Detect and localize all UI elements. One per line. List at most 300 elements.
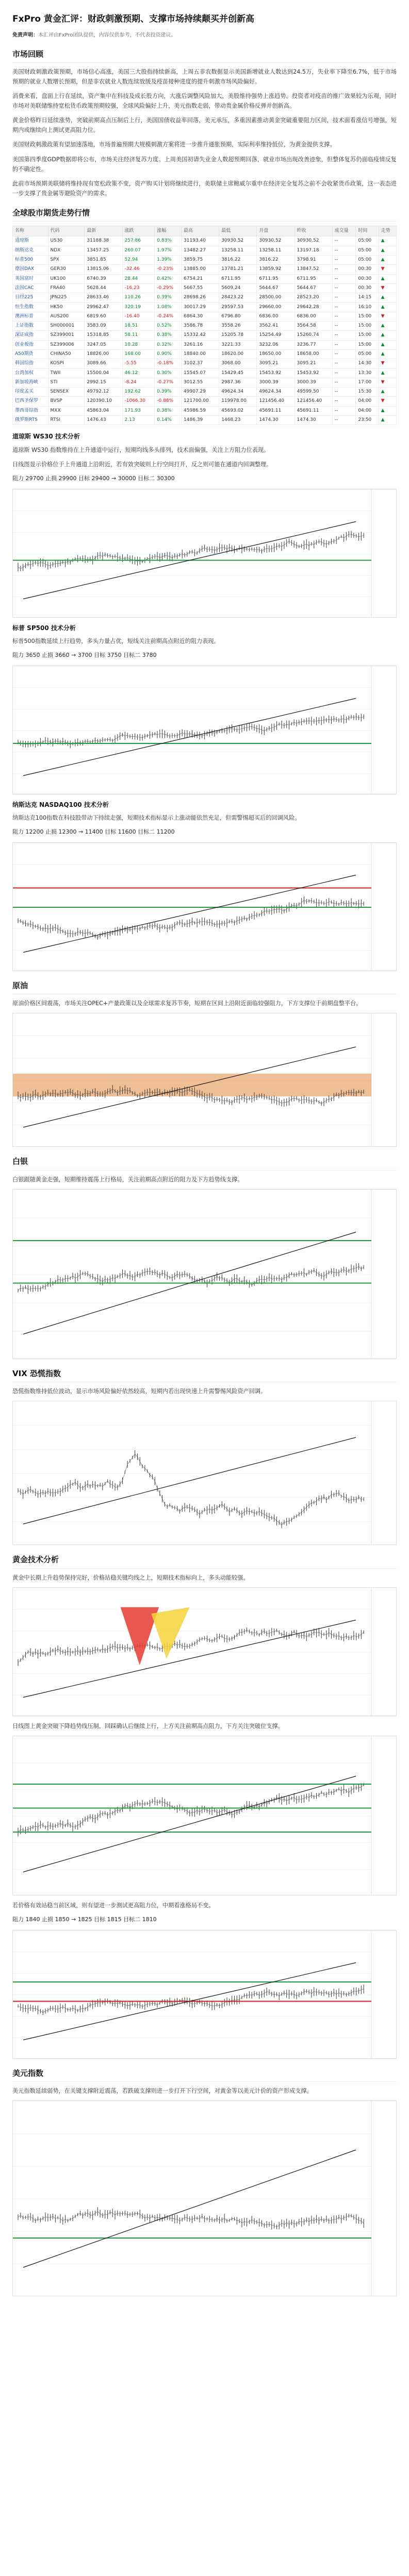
table-cell: -- [332, 256, 356, 265]
table-cell: 6711.95 [295, 274, 332, 283]
table-cell: 恒生指数 [13, 302, 48, 312]
section-vix: VIX 恐慌指数 [12, 1367, 397, 1383]
table-cell: 3089.66 [85, 359, 122, 368]
trend-up-icon: ▲ [379, 321, 396, 331]
table-cell: 15260.74 [295, 331, 332, 340]
vix-chart [12, 1401, 397, 1545]
gold-daily-chart [12, 1736, 397, 1895]
table-row[interactable] [13, 293, 397, 302]
table-cell: STI [48, 378, 85, 387]
table-cell: 18650.00 [257, 350, 295, 359]
table-header: 涨幅 [155, 226, 182, 236]
table-cell: CHINA50 [48, 350, 85, 359]
table-cell: -- [332, 274, 356, 283]
table-cell: 52.94 [122, 256, 155, 265]
paragraph: 原油价格区间震荡，市场关注OPEC+产量政策以及全球需求复苏节奏，短期在区间上沿附近面临较强阻力，下方支撑位于前期盘整平台。 [12, 1000, 362, 1007]
table-cell: 深证成指 [13, 331, 48, 340]
table-cell: 印度孟买 [13, 387, 48, 397]
table-cell: 6819.60 [85, 312, 122, 321]
table-cell: 3816.22 [219, 256, 257, 265]
table-cell: 13258.11 [257, 246, 295, 255]
section-spx: 标普 SP500 技术分析 [12, 624, 76, 632]
table-cell: NDX [48, 246, 85, 255]
table-row[interactable] [13, 331, 397, 340]
paragraph: 道琼斯 WS30 指数维持在上升通道中运行，短期均线多头排列，技术面偏强，关注上方阻力位表现。 [12, 446, 270, 453]
paragraph: 美元指数延续弱势，在关键支撑附近震荡，若跌破支撑则进一步打开下行空间，对黄金等以美元计价的资产形成支撑。 [12, 2088, 313, 2095]
table-cell: 3859.75 [182, 256, 219, 265]
table-cell: 1468.23 [219, 416, 257, 425]
table-cell: 13:30 [356, 368, 379, 378]
paragraph: 若价格有效站稳当前区域，则有望进一步测试更高阻力位，中期看涨格局不变。 [12, 1902, 215, 1909]
table-cell: SZ399006 [48, 340, 85, 349]
table-cell: 04:00 [356, 397, 379, 406]
table-cell: 13482.27 [182, 246, 219, 255]
table-cell: 0.39% [155, 387, 182, 397]
table-cell: 3221.33 [219, 340, 257, 349]
table-cell: 28.44 [122, 274, 155, 283]
table-cell: 5667.55 [182, 283, 219, 293]
table-cell: 0.38% [155, 406, 182, 415]
table-cell: 6711.95 [219, 274, 257, 283]
table-cell: JPN225 [48, 293, 85, 302]
table-header: 时间 [356, 226, 379, 236]
table-cell: 49907.29 [182, 387, 219, 397]
table-cell: 05:00 [356, 246, 379, 255]
table-cell: 15:00 [356, 312, 379, 321]
table-cell: 28423.22 [219, 293, 257, 302]
table-cell: -0.88% [155, 397, 182, 406]
trend-up-icon: ▲ [379, 293, 396, 302]
table-row[interactable] [13, 378, 397, 387]
table-header: 成交量 [332, 226, 356, 236]
table-cell: 15545.07 [182, 368, 219, 378]
table-row[interactable] [13, 236, 397, 246]
paragraph: 白银跟随黄金走强，短期维持震荡上行格局，关注前期高点附近的阻力及下方趋势线支撑。 [12, 1176, 243, 1183]
table-cell: 121700.00 [182, 397, 219, 406]
table-header: 走势 [379, 226, 396, 236]
table-cell: A50期货 [13, 350, 48, 359]
table-cell: 2992.15 [85, 378, 122, 387]
table-header: 最新 [85, 226, 122, 236]
table-cell: 15318.85 [85, 331, 122, 340]
table-header: 开盘 [257, 226, 295, 236]
paragraph: 消费来看，盘面上行在延续，资产集中在科技及成长股方向，大涨后调整风险加大，美股维持强势上涨趋势。投资者对疫苗的推广效果较为乐观，同时市场对美联储维持宽松货币政策预期较强，全球风险偏好上升，美元指数走弱，带动贵金属价格反弹并创新高。 [12, 93, 397, 110]
trend-up-icon: ▲ [379, 387, 396, 397]
table-cell: 道琼斯 [13, 236, 48, 246]
table-cell: RTSI [48, 416, 85, 425]
table-cell: 0.32% [155, 340, 182, 349]
table-cell: 14:15 [356, 293, 379, 302]
table-cell: 澳洲标普 [13, 312, 48, 321]
table-row[interactable] [13, 312, 397, 321]
table-cell: 30930.52 [295, 236, 332, 246]
table-row[interactable] [13, 302, 397, 312]
table-cell: 1486.39 [182, 416, 219, 425]
table-cell: 0.30% [155, 368, 182, 378]
table-row[interactable] [13, 274, 397, 283]
table-cell: 台湾加权 [13, 368, 48, 378]
table-header: 最高 [182, 226, 219, 236]
table-cell: -16.40 [122, 312, 155, 321]
trade-levels-spx: 阻力 3650 止损 3660 → 3700 目标 3750 目标二 3780 [12, 651, 157, 658]
table-cell: 15453.92 [295, 368, 332, 378]
table-row[interactable] [13, 321, 397, 331]
table-cell: 13847.52 [295, 265, 332, 274]
table-cell: -- [332, 293, 356, 302]
table-cell: 29660.00 [257, 302, 295, 312]
table-cell: 29597.53 [219, 302, 257, 312]
paragraph: 美国财政刺激政策预期，市场信心高涨，美国三大股指持续新高，上周五非农数据显示美国新增就业人数达到24.5万，失业率下降至6.7%，低于市场预期的就业人数增长预期，但是非农就业人数连续放缓及疫苗接种进度的提升刺激市场风险偏好。 [12, 69, 397, 86]
table-cell: 3558.26 [219, 321, 257, 331]
table-cell: 0.52% [155, 321, 182, 331]
table-cell: -- [332, 340, 356, 349]
table-cell: 00:30 [356, 274, 379, 283]
table-cell: AUS200 [48, 312, 85, 321]
table-cell: UK100 [48, 274, 85, 283]
trend-up-icon: ▲ [379, 274, 396, 283]
table-cell: US30 [48, 236, 85, 246]
table-cell: 18840.00 [182, 350, 219, 359]
table-row[interactable] [13, 387, 397, 397]
table-cell: 13258.11 [219, 246, 257, 255]
table-cell: 上证指数 [13, 321, 48, 331]
table-cell: -32.46 [122, 265, 155, 274]
table-cell: 23:50 [356, 416, 379, 425]
table-cell: 3583.09 [85, 321, 122, 331]
table-header: 涨跌 [122, 226, 155, 236]
table-cell: 1474.30 [295, 416, 332, 425]
table-cell: 15:00 [356, 340, 379, 349]
trade-levels-ndx: 阻力 12200 止损 12300 → 11400 目标 11600 目标二 11200 [12, 828, 175, 836]
table-cell: 法国CAC [13, 283, 48, 293]
table-cell: 德国DAX [13, 265, 48, 274]
table-cell: 3798.91 [295, 256, 332, 265]
table-cell: 纳斯达克 [13, 246, 48, 255]
spx-chart [12, 666, 397, 794]
table-cell: 5628.44 [85, 283, 122, 293]
trend-up-icon: ▲ [379, 368, 396, 378]
table-cell: 121456.40 [257, 397, 295, 406]
table-cell: SH000001 [48, 321, 85, 331]
table-row[interactable] [13, 283, 397, 293]
trend-up-icon: ▲ [379, 256, 396, 265]
paragraph: 此前市场预期美联储将维持现有宽松政策不变，资产购买计划将继续进行，美联储主席鲍威尔重申在经济完全复苏之前不会收紧货币政策，这一表态进一步支撑了贵金属等避险资产的需求。 [12, 180, 397, 197]
table-cell: 5644.67 [295, 283, 332, 293]
table-cell: 1.39% [155, 256, 182, 265]
paragraph: 纳斯达克100指数在科技股带动下持续走强，短期技术指标显示上涨动能依然充足，但需警惕超买后的回调风险。 [12, 815, 301, 822]
trend-down-icon: ▼ [379, 359, 396, 368]
table-cell: 13197.18 [295, 246, 332, 255]
table-cell: -- [332, 368, 356, 378]
silver-chart [12, 1189, 397, 1359]
table-cell: 17:00 [356, 378, 379, 387]
table-cell: 45691.11 [295, 406, 332, 415]
table-cell: -0.23% [155, 265, 182, 274]
gold-weekly-chart [12, 1587, 397, 1716]
table-cell: 俄罗斯RTS [13, 416, 48, 425]
trend-down-icon: ▼ [379, 397, 396, 406]
table-cell: 05:00 [356, 256, 379, 265]
table-cell: SZ399001 [48, 331, 85, 340]
trade-levels-dow: 阻力 29700 止损 29900 目标 29400 → 30000 目标二 30300 [12, 474, 175, 482]
paragraph: 标普500指数延续上行趋势，多头力量占优，短线关注前期高点附近的阻力表现。 [12, 637, 220, 645]
table-cell: 15429.45 [219, 368, 257, 378]
table-header: 昨收 [295, 226, 332, 236]
table-cell: 18658.00 [295, 350, 332, 359]
table-cell: 1.08% [155, 302, 182, 312]
table-cell: 260.07 [122, 246, 155, 255]
table-cell: 6836.00 [295, 312, 332, 321]
trend-down-icon: ▼ [379, 265, 396, 274]
table-cell: 3068.00 [219, 359, 257, 368]
table-cell: 13859.92 [257, 265, 295, 274]
table-cell: 30930.52 [219, 236, 257, 246]
table-cell: -- [332, 312, 356, 321]
table-cell: -- [332, 378, 356, 387]
table-cell: -- [332, 359, 356, 368]
table-cell: -5.55 [122, 359, 155, 368]
table-cell: 6864.30 [182, 312, 219, 321]
table-cell: 0.42% [155, 274, 182, 283]
table-cell: 257.86 [122, 236, 155, 246]
table-cell: 120390.10 [85, 397, 122, 406]
table-cell: 日经225 [13, 293, 48, 302]
table-row[interactable] [13, 368, 397, 378]
table-cell: 2.13 [122, 416, 155, 425]
table-cell: 0.38% [155, 331, 182, 340]
table-cell: 45863.04 [85, 406, 122, 415]
table-cell: -- [332, 246, 356, 255]
table-cell: 18620.00 [219, 350, 257, 359]
table-cell: 168.00 [122, 350, 155, 359]
table-row[interactable] [13, 359, 397, 368]
table-cell: 0.39% [155, 293, 182, 302]
table-cell: HK50 [48, 302, 85, 312]
table-cell: 1.97% [155, 246, 182, 255]
table-row[interactable] [13, 406, 397, 415]
table-cell: -- [332, 416, 356, 425]
table-row[interactable] [13, 350, 397, 359]
table-cell: 110.26 [122, 293, 155, 302]
section-nasdaq: 纳斯达克 NASDAQ100 技术分析 [12, 801, 109, 808]
trend-down-icon: ▼ [379, 378, 396, 387]
table-cell: 0.90% [155, 350, 182, 359]
table-cell: 1474.30 [257, 416, 295, 425]
table-cell: 3816.22 [257, 256, 295, 265]
table-cell: 10.28 [122, 340, 155, 349]
table-cell: 3012.55 [182, 378, 219, 387]
table-cell: -0.29% [155, 283, 182, 293]
table-cell: 28523.20 [295, 293, 332, 302]
table-cell: 3095.21 [257, 359, 295, 368]
table-row[interactable] [13, 246, 397, 255]
table-header: 名称 [13, 226, 48, 236]
table-cell: 04:00 [356, 406, 379, 415]
table-cell: 3247.05 [85, 340, 122, 349]
paragraph: 黄金价格昨日延续涨势，突破前期高点压制后上行，美国国债收益率回落，美元承压，多重因素推动黄金突破重要阻力区间，技术面看涨信号增强，短期内或继续向上测试更高阻力位。 [12, 117, 397, 134]
section-silver: 白银 [12, 1155, 397, 1171]
paragraph: 恐慌指数维持低位波动，显示市场风险偏好依然较高，短期内若出现快速上升需警惕风险资产回调。 [12, 1388, 267, 1395]
table-cell: 29962.47 [85, 302, 122, 312]
trend-up-icon: ▲ [379, 416, 396, 425]
table-row[interactable] [13, 397, 397, 406]
table-cell: -- [332, 283, 356, 293]
table-cell: 18826.00 [85, 350, 122, 359]
table-cell: 5609.24 [219, 283, 257, 293]
table-cell: SENSEX [48, 387, 85, 397]
table-cell: 巴西圣保罗 [13, 397, 48, 406]
table-cell: 49624.34 [257, 387, 295, 397]
table-row[interactable] [13, 340, 397, 349]
table-cell: -0.18% [155, 359, 182, 368]
table-cell: 创业板指 [13, 340, 48, 349]
table-cell: 121456.40 [295, 397, 332, 406]
table-cell: 1476.43 [85, 416, 122, 425]
table-cell: 58.11 [122, 331, 155, 340]
paragraph: 日线图上黄金突破下降趋势线压制，回踩确认后继续上行，上方关注前期高点阻力，下方关注突破位支撑。 [12, 1722, 284, 1730]
table-cell: 15332.42 [182, 331, 219, 340]
table-cell: 6836.00 [257, 312, 295, 321]
table-cell: 13885.00 [182, 265, 219, 274]
table-cell: 320.19 [122, 302, 155, 312]
table-cell: FRA40 [48, 283, 85, 293]
table-cell: 31188.38 [85, 236, 122, 246]
table-cell: 13815.06 [85, 265, 122, 274]
table-cell: 2987.36 [219, 378, 257, 387]
table-cell: -- [332, 302, 356, 312]
table-row[interactable] [13, 265, 397, 274]
paragraph: 黄金中长期上升趋势保持完好，价格站稳关键均线之上，短期技术指标向上，多头动能较强。 [12, 1574, 249, 1581]
table-cell: 28633.46 [85, 293, 122, 302]
paragraph: 美国第四季度GDP数据即将公布，市场关注经济复苏力度。上周美国初请失业金人数超预期回落，就业市场出现改善迹象，但整体复苏仍面临疫情反复的不确定性。 [12, 156, 397, 173]
trend-up-icon: ▲ [379, 340, 396, 349]
table-cell: 0.14% [155, 416, 182, 425]
trend-down-icon: ▼ [379, 312, 396, 321]
section-usd: 美元指数 [12, 2067, 397, 2082]
table-cell: 28500.00 [257, 293, 295, 302]
table-cell: 31193.40 [182, 236, 219, 246]
table-cell: 171.93 [122, 406, 155, 415]
table-cell: -16.23 [122, 283, 155, 293]
table-header: 最低 [219, 226, 257, 236]
table-cell: 18.51 [122, 321, 155, 331]
table-cell: 6754.21 [182, 274, 219, 283]
table-cell: -8.24 [122, 378, 155, 387]
table-cell: 5644.67 [257, 283, 295, 293]
trend-up-icon: ▲ [379, 302, 396, 312]
table-cell: -0.27% [155, 378, 182, 387]
table-cell: 3102.37 [182, 359, 219, 368]
usd-chart [12, 2100, 397, 2296]
table-cell: -- [332, 331, 356, 340]
table-cell: 新加坡海峡 [13, 378, 48, 387]
section-global: 全球股市期货走势行情 [12, 207, 397, 222]
table-cell: 3564.58 [295, 321, 332, 331]
table-cell: SPX [48, 256, 85, 265]
table-cell: 192.62 [122, 387, 155, 397]
table-cell: -- [332, 406, 356, 415]
table-cell: 墨西哥综指 [13, 406, 48, 415]
table-cell: 29642.28 [295, 302, 332, 312]
meta-text: 本汇评由FxPro团队提供，内容仅供参考，不代表投资建议。 [38, 32, 176, 38]
table-cell: 30930.52 [257, 236, 295, 246]
trend-up-icon: ▲ [379, 406, 396, 415]
table-cell: 6711.95 [257, 274, 295, 283]
table-cell: BVSP [48, 397, 85, 406]
section-market: 市场回顾 [12, 48, 397, 63]
table-cell: 46.12 [122, 368, 155, 378]
table-cell: 05:00 [356, 236, 379, 246]
table-cell: MXX [48, 406, 85, 415]
dow-chart [12, 489, 397, 618]
table-cell: -- [332, 387, 356, 397]
table-cell: 英国富时 [13, 274, 48, 283]
table-cell: 49792.12 [85, 387, 122, 397]
table-row[interactable] [13, 416, 397, 425]
paragraph: 日线图显示价格位于上升通道上沿附近，若有效突破则上行空间打开，反之则可能在通道内回调整理。 [12, 461, 272, 468]
table-cell: 14:30 [356, 359, 379, 368]
table-header: 代码 [48, 226, 85, 236]
trade-levels-gold: 阻力 1840 止损 1850 → 1825 目标 1815 目标二 1810 [12, 1916, 157, 1923]
table-cell: -- [332, 397, 356, 406]
article-meta [12, 31, 397, 40]
table-cell: -0.24% [155, 312, 182, 321]
trend-up-icon: ▲ [379, 236, 396, 246]
paragraph: 美国财政刺激政策有望加速落地，市场普遍预期大规模刺激方案将进一步推升通胀预期，实际利率维持低位，为黄金提供支撑。 [12, 141, 336, 148]
table-cell: 16:10 [356, 302, 379, 312]
table-cell: 45693.02 [219, 406, 257, 415]
table-cell: -- [332, 350, 356, 359]
table-row[interactable] [13, 256, 397, 265]
table-cell: 30017.29 [182, 302, 219, 312]
table-cell: 3236.77 [295, 340, 332, 349]
table-cell: 6796.80 [219, 312, 257, 321]
table-cell: 45986.59 [182, 406, 219, 415]
nasdaq-chart [12, 842, 397, 971]
table-cell: 3095.21 [295, 359, 332, 368]
table-cell: 15:30 [356, 387, 379, 397]
gold-hourly-chart [12, 1930, 397, 2059]
section-gold: 黄金技术分析 [12, 1553, 397, 1569]
market-table [12, 226, 397, 425]
table-cell: -- [332, 321, 356, 331]
table-cell: 3000.39 [295, 378, 332, 387]
meta-label: 免责声明： [12, 32, 38, 38]
table-cell: 标普500 [13, 256, 48, 265]
table-cell: 15453.92 [257, 368, 295, 378]
table-cell: 49599.50 [295, 387, 332, 397]
table-cell: 3000.39 [257, 378, 295, 387]
table-cell: 3261.16 [182, 340, 219, 349]
section-dow: 道琼斯 WS30 技术分析 [12, 433, 80, 440]
table-cell: 15254.49 [257, 331, 295, 340]
table-cell: 6740.39 [85, 274, 122, 283]
table-cell: 3562.41 [257, 321, 295, 331]
table-cell: 15:00 [356, 321, 379, 331]
article-title: FxPro 黄金汇评：财政刺激预期、支撑市场持续颠买并创新高 [12, 14, 255, 24]
table-cell: 28698.26 [182, 293, 219, 302]
table-cell: 3586.78 [182, 321, 219, 331]
table-cell: 13457.25 [85, 246, 122, 255]
trend-up-icon: ▲ [379, 350, 396, 359]
trend-down-icon: ▼ [379, 283, 396, 293]
table-cell: 15500.04 [85, 368, 122, 378]
trend-up-icon: ▲ [379, 331, 396, 340]
table-cell: 韩国综指 [13, 359, 48, 368]
table-cell: 0.83% [155, 236, 182, 246]
section-oil: 原油 [12, 979, 397, 995]
table-cell: -1066.30 [122, 397, 155, 406]
